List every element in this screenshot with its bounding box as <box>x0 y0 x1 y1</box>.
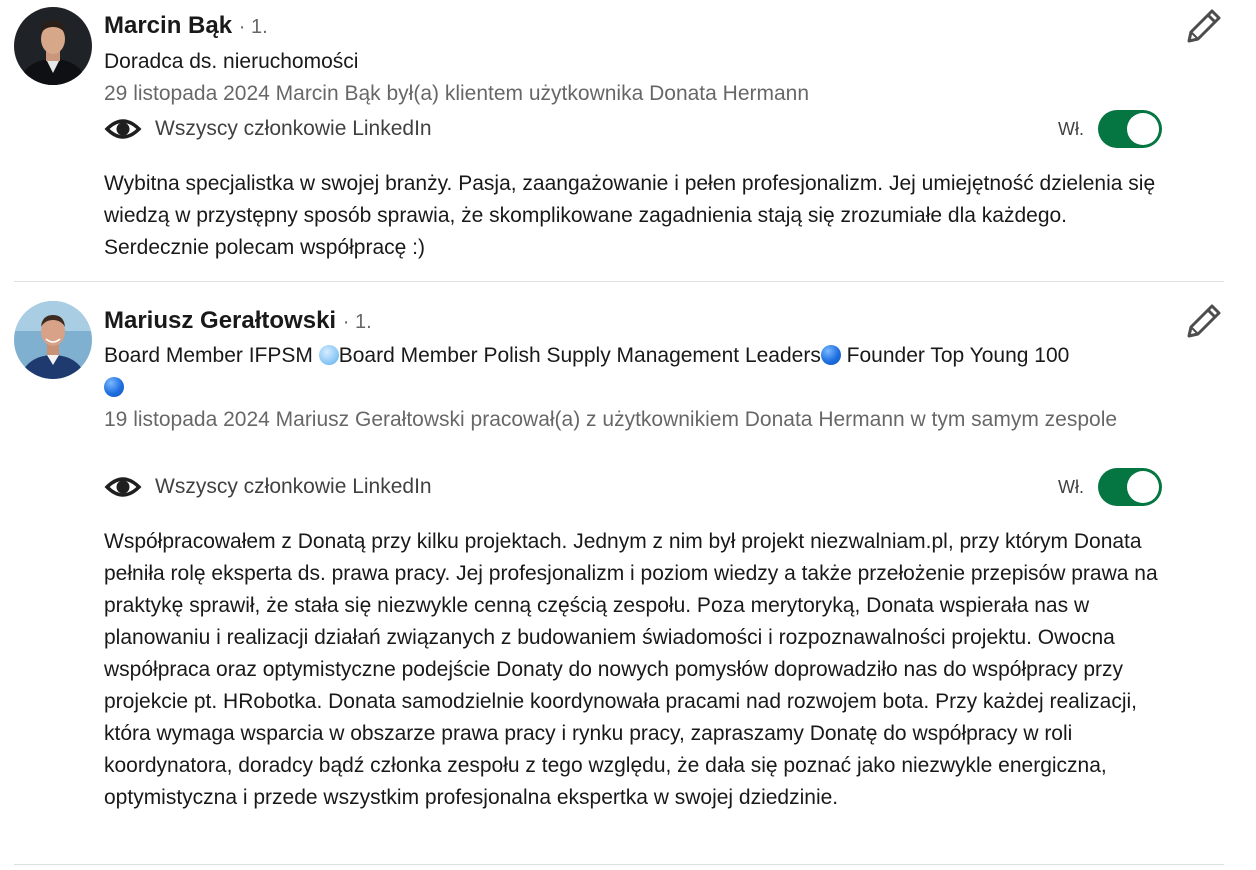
connection-degree: · 1. <box>238 16 268 38</box>
divider <box>14 281 1224 282</box>
toggle-label: Wł. <box>1058 476 1084 497</box>
pencil-icon <box>1184 301 1224 341</box>
recommender-headline <box>104 340 1174 404</box>
avatar[interactable] <box>14 301 92 379</box>
eye-icon <box>104 472 142 502</box>
edit-button[interactable] <box>1184 301 1224 341</box>
headline-part: Board Member IFPSM <box>104 344 319 367</box>
connection-degree: · 1. <box>342 311 372 333</box>
visibility-toggle[interactable] <box>1098 110 1162 148</box>
avatar[interactable] <box>14 7 92 85</box>
visibility-toggle[interactable] <box>1098 468 1162 506</box>
edit-button[interactable] <box>1184 6 1224 46</box>
visibility-setting <box>104 472 432 502</box>
recommendation-text: Wybitna specjalistka w swojej branży. Pasja, zaangażowanie i pełen profesjonalizm. Jej umiejętność dzielenia się wiedzą w przystępny sposób sprawia, że skomplikowane zagadnienia stają się zrozumiałe dla każdego. Serdecznie polecam współpracę :) <box>104 172 1156 259</box>
visibility-label: Wszyscy członkowie LinkedIn <box>155 117 432 140</box>
recommendation-meta: 19 listopada 2024 Mariusz Gerałtowski pracował(a) z użytkownikiem Donata Hermann w tym samym zespole <box>104 408 1118 431</box>
globe-emoji-icon <box>319 345 339 365</box>
recommendation-text: Współpracowałem z Donatą przy kilku projektach. Jednym z nim był projekt niezwalniam.pl, przy którym Donata pełniła rolę eksperta ds. prawa pracy. Jej profesjonalizm i poziom wiedzy a także przełożenie przepisów prawa na praktykę sprawił, że stała się niezwykle cenną częścią zespołu. Poza merytoryką, Donata wspierała nas w planowaniu i realizacji działań związanych z budowaniem świadomości i rozpoznawalności projektu. Owocna współpraca oraz optymistyczne podejście Donaty do nowych pomysłów doprowadziło nas do współpracy przy projekcie pt. HRobotka. Donata samodzielnie koordynowała pracami nad rozwojem bota. Przy każdej realizacji, która wymaga wsparcia w obszarze prawa pracy i rynku pracy, zapraszamy Donatę do współpracy w roli koordynatora, doradcy bądź członka zespołu z tego względu, że dała się poznać jako niezwykle energiczna, optymistyczna i przede wszystkim profesjonalna ekspertka w swojej dziedzinie. <box>104 530 1158 809</box>
toggle-knob <box>1127 471 1159 503</box>
visibility-setting <box>104 114 432 144</box>
visibility-toggle-group <box>1058 110 1162 148</box>
eye-icon <box>104 114 142 144</box>
recommender-name[interactable]: Marcin Bąk <box>104 12 233 39</box>
pencil-icon <box>1184 6 1224 46</box>
toggle-knob <box>1127 113 1159 145</box>
headline-part: Board Member Polish Supply Management Leaders <box>338 344 821 367</box>
toggle-label: Wł. <box>1058 118 1084 139</box>
name-line <box>104 11 268 42</box>
blue-circle-emoji-icon <box>104 377 124 397</box>
visibility-label: Wszyscy członkowie LinkedIn <box>155 475 432 498</box>
recommender-headline: Doradca ds. nieruchomości <box>104 50 359 73</box>
name-line <box>104 306 372 337</box>
headline-part: Founder Top Young 100 <box>840 344 1070 367</box>
recommender-name[interactable]: Mariusz Gerałtowski <box>104 307 337 334</box>
divider <box>14 864 1224 865</box>
recommendation-card <box>0 0 1256 282</box>
blue-circle-emoji-icon <box>821 345 841 365</box>
recommendation-meta: 29 listopada 2024 Marcin Bąk był(a) klientem użytkownika Donata Hermann <box>104 82 810 105</box>
visibility-toggle-group <box>1058 468 1162 506</box>
recommendation-card <box>0 283 1256 864</box>
